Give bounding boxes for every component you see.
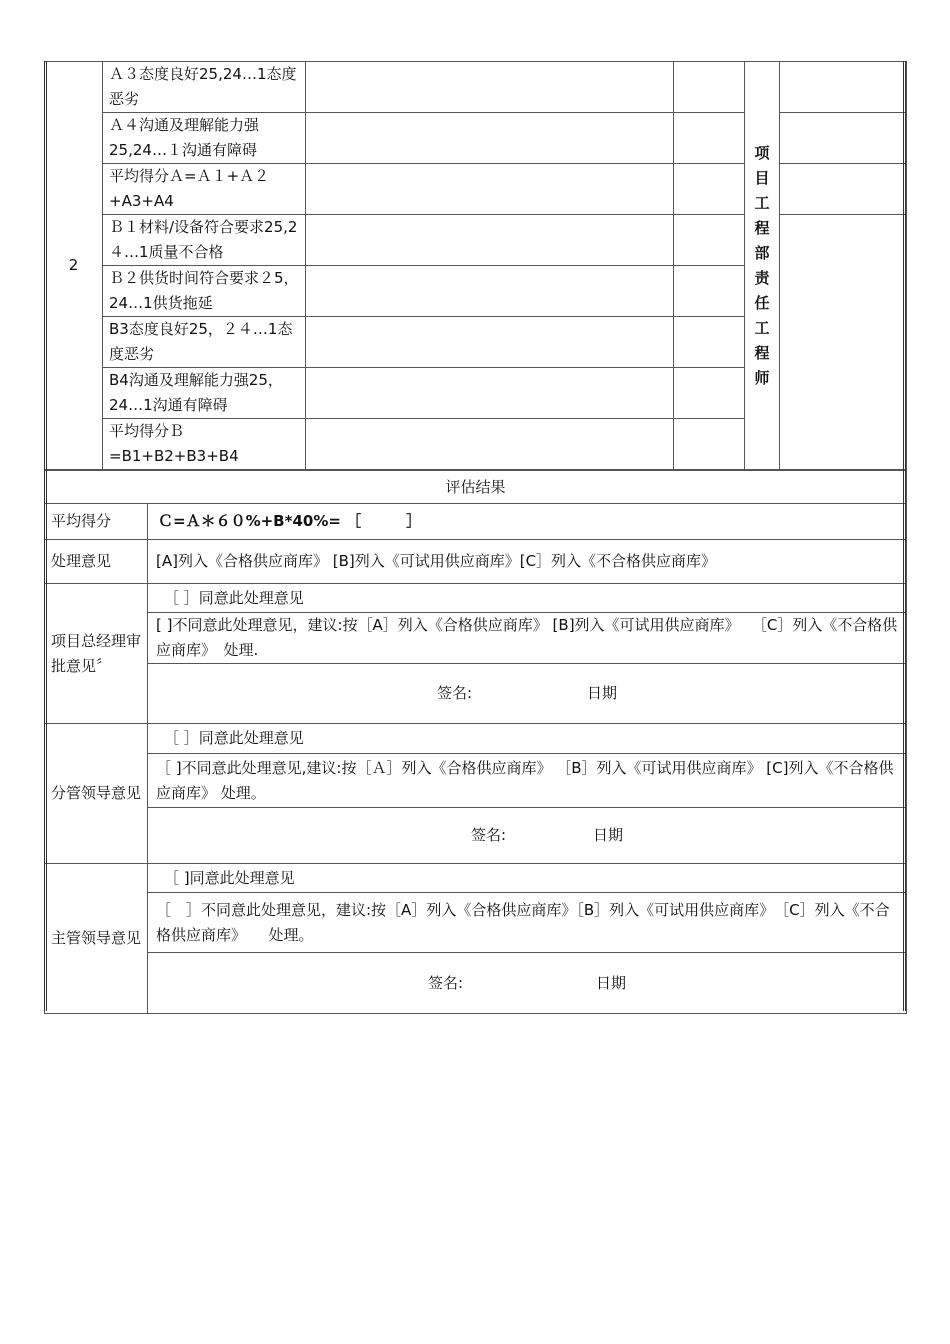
approval-2-agree-row [45, 724, 907, 754]
opinion-row [45, 540, 907, 584]
criterion-label: 平均得分Ｂ=B1+B2+B3+B4 [103, 419, 306, 470]
score-cell[interactable] [306, 266, 674, 317]
criterion-label: B4沟通及理解能力强25，24…1沟通有障碍 [103, 368, 306, 419]
score-cell[interactable] [306, 62, 674, 113]
sign-label: 签名: [437, 684, 473, 702]
weight-cell[interactable] [674, 419, 745, 470]
result-header: 评估结果 [45, 471, 907, 504]
weight-cell[interactable] [674, 62, 745, 113]
agree-option[interactable]: ［ ]同意此处理意见 [148, 864, 907, 893]
agree-option[interactable]: ［ ］同意此处理意见 [148, 584, 907, 613]
approval-2-sign-row [45, 808, 907, 864]
weight-cell[interactable] [674, 113, 745, 164]
remark-cell[interactable] [780, 113, 907, 164]
weight-cell[interactable] [674, 317, 745, 368]
score-cell[interactable] [306, 215, 674, 266]
disagree-option[interactable]: [ ]不同意此处理意见，建议:按［A］列入《合格供应商库》 [B]列入《可试用供应商库》 ［C］列入《不合格供应商库》 处理. [148, 613, 907, 664]
opinion-label: 处理意见 [45, 540, 148, 584]
approval-1-agree-row [45, 584, 907, 613]
approval-2-disagree-row [45, 754, 907, 808]
remark-cell[interactable] [780, 215, 907, 470]
score-cell[interactable] [306, 368, 674, 419]
remark-cell[interactable] [780, 164, 907, 215]
sign-label: 签名: [471, 826, 507, 844]
average-label: 平均得分 [45, 504, 148, 540]
weight-cell[interactable] [674, 164, 745, 215]
criterion-label: B3态度良好25，２４…1态度恶劣 [103, 317, 306, 368]
weight-cell[interactable] [674, 368, 745, 419]
result-header-row [45, 471, 907, 504]
signature-area[interactable] [148, 664, 907, 724]
date-label: 日期 [587, 684, 618, 702]
approval-1-disagree-row [45, 613, 907, 664]
opinion-text: [A]列入《合格供应商库》 [B]列入《可试用供应商库》[C］列入《不合格供应商库》 [148, 540, 907, 584]
score-cell[interactable] [306, 317, 674, 368]
weight-cell[interactable] [674, 266, 745, 317]
approval-3-agree-row [45, 864, 907, 893]
approval-3-disagree-row [45, 893, 907, 953]
score-cell[interactable] [306, 419, 674, 470]
evaluation-form [44, 61, 906, 1014]
criterion-label: Ｂ１材料/设备符合要求25,2４…1质量不合格 [103, 215, 306, 266]
criterion-label: 平均得分Ａ=Ａ１+Ａ２+A3+A4 [103, 164, 306, 215]
agree-option[interactable]: ［ ］同意此处理意见 [148, 724, 907, 754]
average-formula[interactable]: Ｃ=Ａ＊６０%+B*40%= ［ ］ [148, 504, 907, 540]
responsible-party: 项 目 工 程 部 责 任 工 程 师 [745, 62, 780, 470]
approval-label: 项目总经理审批意见〞 [45, 584, 148, 724]
average-row [45, 504, 907, 540]
score-cell[interactable] [306, 113, 674, 164]
signature-area[interactable] [148, 808, 907, 864]
signature-area[interactable] [148, 953, 907, 1014]
approval-1-sign-row [45, 664, 907, 724]
disagree-option[interactable]: ［ ]不同意此处理意见,建议:按［Ａ］列入《合格供应商库》 ［B］列入《可试用供应商库》 [C]列入《不合格供应商库》 处理。 [148, 754, 907, 808]
criterion-label: Ａ４沟通及理解能力强25,24…１沟通有障碍 [103, 113, 306, 164]
date-label: 日期 [593, 826, 624, 844]
approval-3-sign-row [45, 953, 907, 1014]
sign-label: 签名: [428, 973, 464, 992]
approval-label: 分管领导意见 [45, 724, 148, 864]
weight-cell[interactable] [674, 215, 745, 266]
date-label: 日期 [596, 973, 627, 992]
approval-label: 主管领导意见 [45, 864, 148, 1014]
score-cell[interactable] [306, 164, 674, 215]
result-table [44, 470, 907, 1014]
remark-cell[interactable] [780, 62, 907, 113]
group-number: 2 [45, 62, 103, 470]
criteria-row-a3 [45, 62, 907, 113]
disagree-option[interactable]: ［ ］不同意此处理意见，建议:按［A］列入《合格供应商库》［B］列入《可试用供应商库》 ［C］列入《不合格供应商库》 处理。 [148, 893, 907, 953]
criterion-label: Ｂ２供货时间符合要求２5，24…1供货拖延 [103, 266, 306, 317]
criterion-label: Ａ３态度良好25,24…1态度恶劣 [103, 62, 306, 113]
criteria-table [44, 61, 907, 470]
